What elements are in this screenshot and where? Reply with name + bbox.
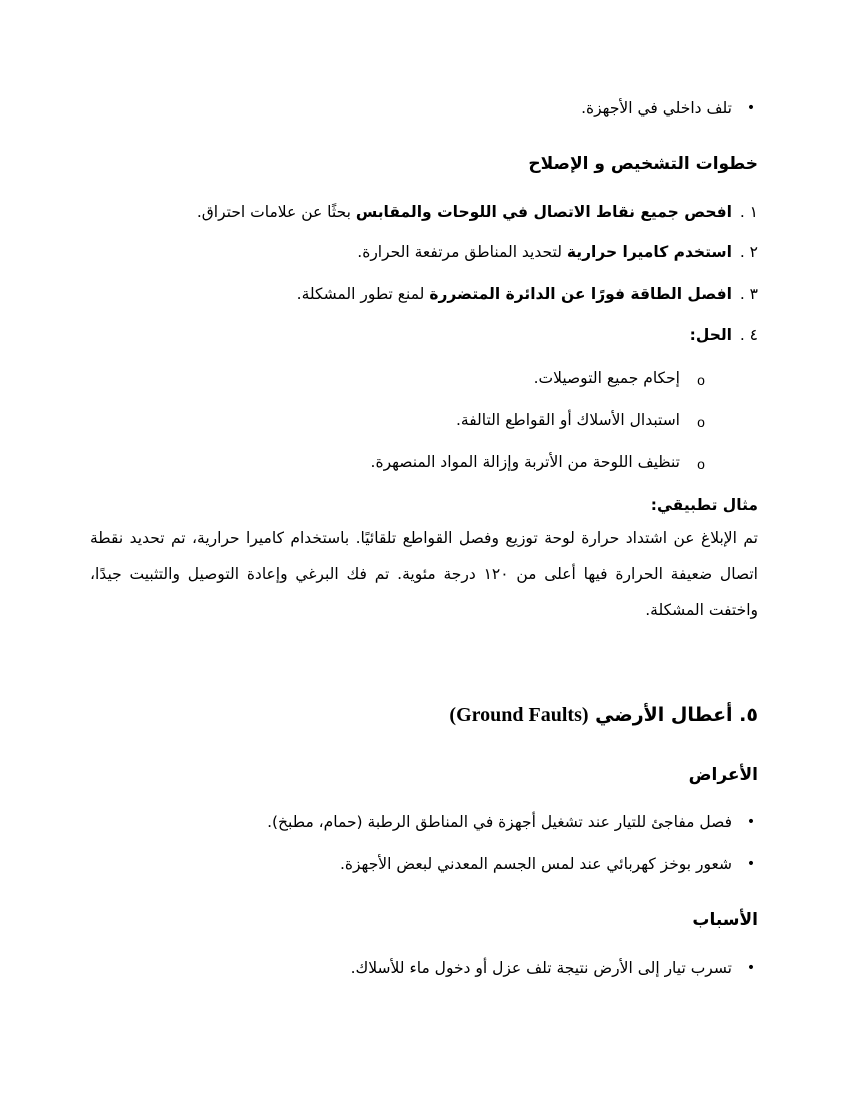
list-item: شعور بوخز كهربائي عند لمس الجسم المعدني لبعض الأجهزة. (339, 855, 732, 873)
bullet-marker: • (746, 960, 756, 976)
section-title-english: (Ground Faults) (449, 704, 589, 726)
step-text: لتحديد المناطق مرتفعة الحرارة. (357, 243, 567, 261)
section-heading-diagnosis: خطوات التشخيص و الإصلاح (528, 154, 758, 174)
step-item (297, 282, 732, 306)
sub-bullet-marker: o (697, 372, 705, 388)
list-item: تسرب تيار إلى الأرض نتيجة تلف عزل أو دخول ماء للأسلاك. (350, 959, 732, 977)
sub-bullet-marker: o (697, 414, 705, 430)
sub-bullet-marker: o (697, 456, 705, 472)
bullet-marker: • (746, 856, 756, 872)
symptoms-heading: الأعراض (688, 765, 758, 785)
step-number: ٣ . (739, 285, 758, 303)
causes-heading: الأسباب (692, 910, 758, 930)
section-title-arabic: ٥. أعطال الأرضي (595, 704, 758, 726)
step-item (690, 323, 732, 347)
sub-list-item: إحكام جميع التوصيلات. (533, 369, 680, 387)
step-number: ٢ . (739, 243, 758, 261)
step-bold-text: الحل: (689, 326, 732, 344)
example-paragraph: تم الإبلاغ عن اشتداد حرارة لوحة توزيع وفصل القواطع تلقائيًا. باستخدام كاميرا حرارية، تم تحديد نقطة اتصال ضعيفة الحرارة فيها أعلى من ١٢٠ درجة مئوية. تم فك البرغي وإعادة التوصيل والتثبيت جيدًا، واختفت المشكلة. (90, 529, 758, 619)
step-number: ٤ . (739, 326, 758, 344)
step-text: لمنع تطور المشكلة. (296, 285, 430, 303)
step-item (357, 240, 732, 264)
section-title (449, 701, 758, 729)
bullet-marker: • (746, 814, 756, 830)
step-number: ١ . (739, 203, 758, 221)
step-bold-text: افصل الطاقة فورًا عن الدائرة المتضررة (429, 285, 732, 303)
sub-list-item: تنظيف اللوحة من الأتربة وإزالة المواد المنصهرة. (370, 453, 680, 471)
bullet-marker: • (746, 100, 756, 116)
example-label: مثال تطبيقي: (650, 496, 758, 514)
step-text: بحثًا عن علامات احتراق. (196, 203, 356, 221)
step-bold-text: افحص جميع نقاط الاتصال في اللوحات والمقابس (355, 203, 732, 221)
list-item: فصل مفاجئ للتيار عند تشغيل أجهزة في المناطق الرطبة (حمام، مطبخ). (267, 813, 732, 831)
step-bold-text: استخدم كاميرا حرارية (566, 243, 732, 261)
sub-list-item: استبدال الأسلاك أو القواطع التالفة. (455, 411, 680, 429)
step-item (197, 200, 732, 224)
list-item: تلف داخلي في الأجهزة. (581, 99, 732, 117)
